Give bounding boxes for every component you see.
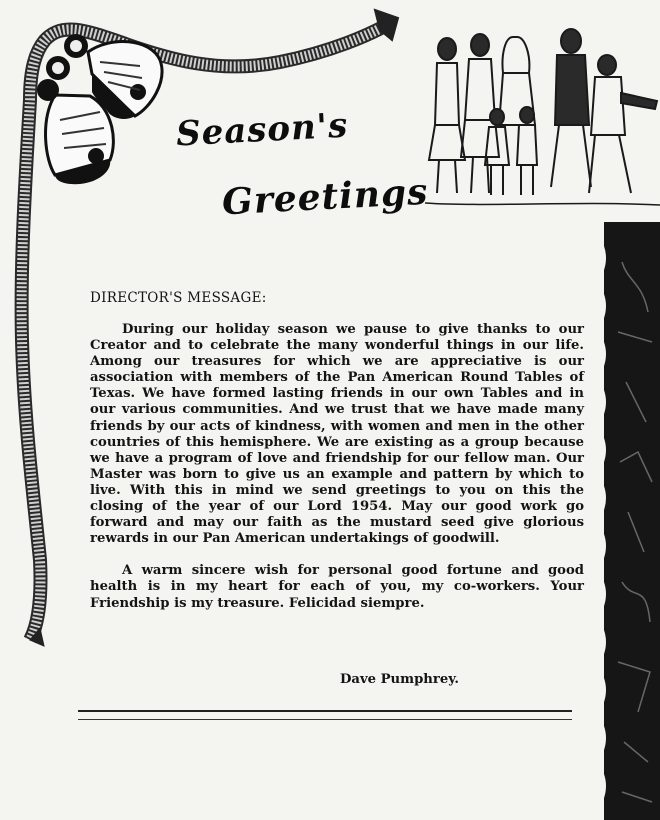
caroler-figure-4 — [551, 29, 591, 187]
bell-lower — [46, 95, 114, 184]
letter-heading: DIRECTOR'S MESSAGE: — [90, 290, 267, 306]
letter-body — [90, 322, 584, 612]
letter-paragraph-2: A warm sincere wish for personal good fortune and good health is in my heart for each of you, my co-workers. Your Friendship is my treasure. Felicidad siempre. — [90, 563, 584, 611]
letter-paragraph-1: During our holiday season we pause to give thanks to our Creator and to celebrate the many wonderful things in our life. Among our treasures for which we are appreciative is our association with members of the Pan American Round Tables of Texas. We have formed lasting friends in our own Tables and in our various communities. And we trust that we have made many friends by our acts of kindness, with women and men in the other countries of this hemisphere. We are existing as a group because we have a program of love and friendship for our fellow man. Our Master was born to give us an example and pattern by which to live. With this in mind we send greetings to you on this the closing of the year of our Lord 1954. May our good work go forward and may our faith as the mustard seed give glorious rewards in our Pan American undertakings of goodwill. — [90, 322, 584, 547]
greeting-line-greetings: Greetings — [221, 170, 430, 224]
letter-signature: Dave Pumphrey. — [340, 672, 459, 687]
bottom-divider — [78, 710, 572, 720]
greeting-line-seasons: Season's — [175, 105, 350, 155]
carolers-illustration — [425, 25, 660, 215]
caroler-figure-1 — [429, 38, 465, 193]
side-photo-strip — [598, 222, 660, 820]
caroler-figure-5 — [589, 55, 657, 193]
